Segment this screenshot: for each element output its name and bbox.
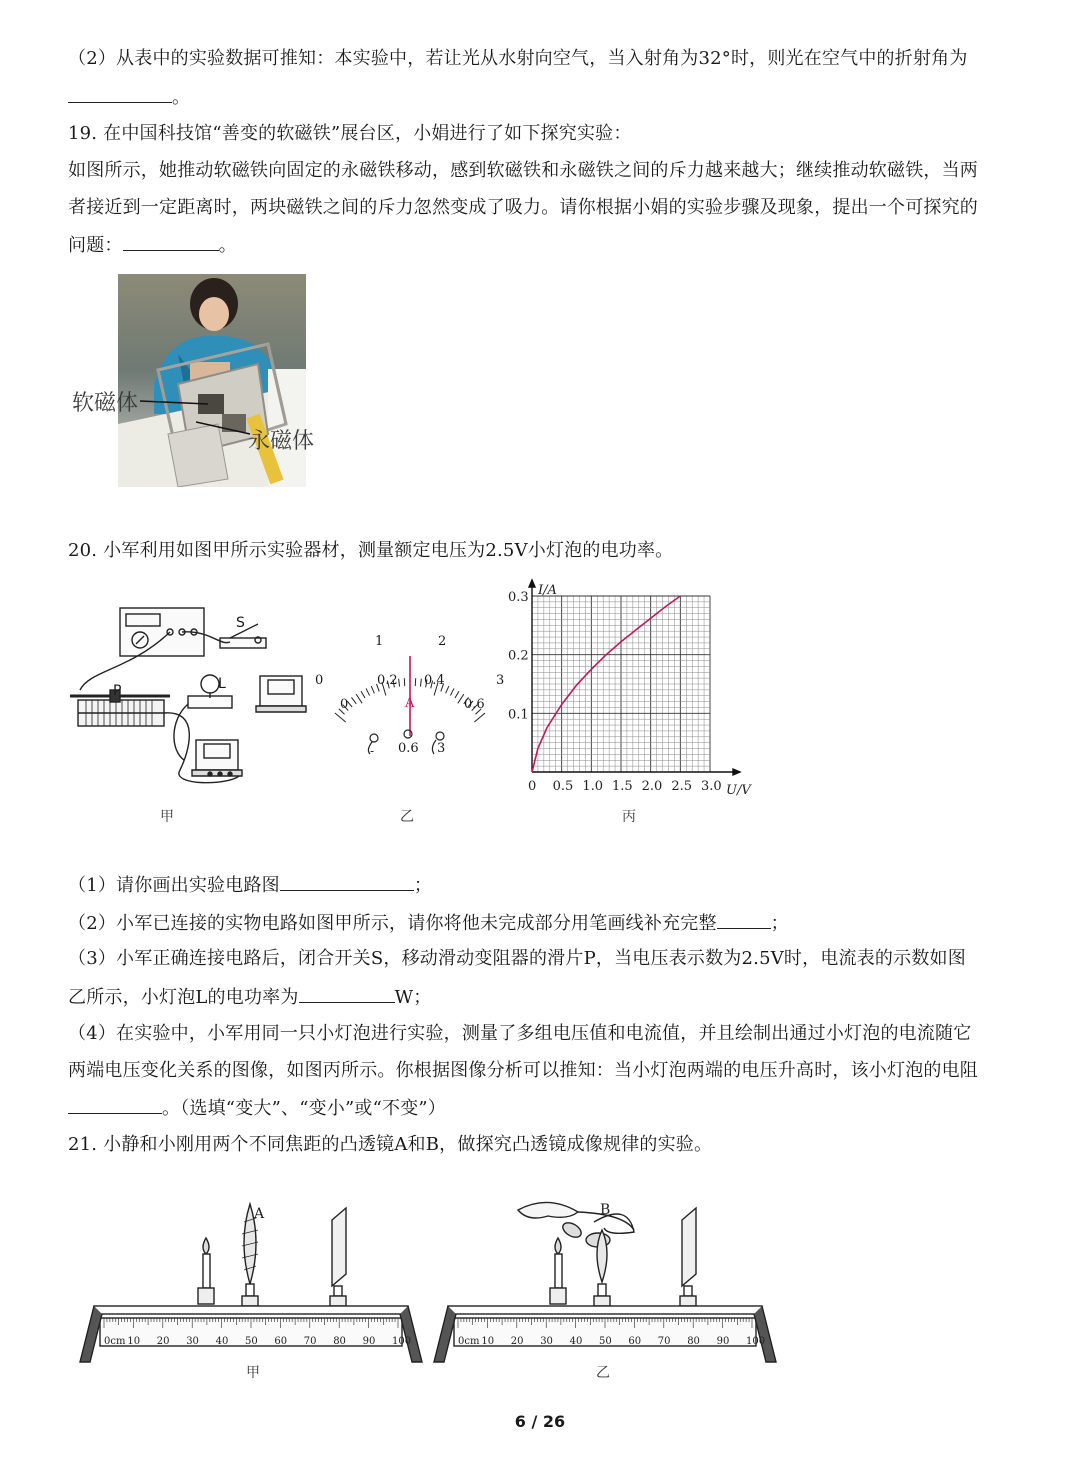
figure-bing-iu-chart <box>500 576 760 806</box>
ruler-label: 90 <box>716 1336 730 1347</box>
caption-q21-yi: 乙 <box>596 1365 610 1381</box>
dial-tick <box>458 694 464 703</box>
ruler-label: 90 <box>362 1336 376 1347</box>
candle <box>555 1254 562 1288</box>
label-s: S <box>236 615 245 631</box>
label-p: P <box>113 683 122 699</box>
lens-b-label: B <box>600 1202 611 1218</box>
x-tick-label: 1.0 <box>582 779 604 794</box>
label-l: L <box>218 676 226 692</box>
answer-blank[interactable] <box>123 232 219 251</box>
x-tick-label: 3.0 <box>701 779 722 794</box>
page-number: 6 / 26 <box>514 1412 566 1431</box>
lens-a-label: A <box>254 1206 265 1222</box>
q20-sub1 <box>68 872 432 899</box>
q21-title: 21. 小静和小刚用两个不同焦距的凸透镜A和B，做探究凸透镜成像规律的实验。 <box>68 1134 713 1155</box>
ruler-label: 10 <box>127 1336 141 1347</box>
ruler-label: 50 <box>599 1336 612 1347</box>
caption-yi: 乙 <box>400 809 414 825</box>
dial-inner-0.6: 0.6 <box>464 697 485 712</box>
caption-bing: 丙 <box>622 809 636 825</box>
hand <box>518 1202 578 1218</box>
label-soft-magnet: 软磁体 <box>72 391 139 416</box>
q19-line3-text: 问题： <box>68 235 123 256</box>
q20-sub3-end: W； <box>394 987 432 1008</box>
dial-tick <box>351 697 356 703</box>
ruler-label: 70 <box>657 1336 671 1347</box>
dial-tick <box>399 679 400 687</box>
ruler-label: 80 <box>687 1336 700 1347</box>
dial-tick <box>356 694 362 703</box>
dial-inner-0.2: 0.2 <box>377 673 398 688</box>
ruler-label: 20 <box>510 1336 524 1347</box>
q20-sub2 <box>68 910 789 937</box>
candle-flame <box>203 1238 209 1254</box>
q20-sub2-end: ； <box>770 913 789 934</box>
ruler-label: 100 <box>392 1336 412 1347</box>
ruler-label: 20 <box>156 1336 170 1347</box>
terminal-3: 3 <box>437 741 446 756</box>
dial-outer-1: 1 <box>375 634 384 649</box>
ruler-label: 50 <box>245 1336 258 1347</box>
ruler-label: 100 <box>746 1336 766 1347</box>
q20-sub3-text: 乙所示，小灯泡L的电功率为 <box>68 987 299 1008</box>
terminal-0.6: 0.6 <box>398 741 419 756</box>
terminal-minus: - <box>370 744 375 758</box>
ruler-label: 40 <box>215 1336 229 1347</box>
q20-sub3-line1: （3）小军正确连接电路后，闭合开关S，移动滑动变阻器的滑片P，当电压表示数为2.5V时，电流表的示数如图 <box>68 948 966 969</box>
dial-tick <box>455 691 459 698</box>
dial-tick <box>446 686 449 693</box>
q20-sub1-end: ； <box>413 875 433 896</box>
x-tick-label: 2.0 <box>641 779 663 794</box>
q18-end: 。 <box>172 87 191 108</box>
ruler-label: 60 <box>274 1336 288 1347</box>
caption-jia: 甲 <box>160 809 174 825</box>
candle-flame <box>555 1238 561 1254</box>
q19-line3 <box>68 232 237 259</box>
ruler-label: 80 <box>333 1336 346 1347</box>
dial-outer-2: 2 <box>438 634 447 649</box>
answer-blank[interactable] <box>717 910 771 929</box>
ruler-label: 30 <box>186 1336 199 1347</box>
lamp-bulb <box>201 675 219 693</box>
answer-blank[interactable] <box>280 872 414 891</box>
y-axis-arrow <box>529 580 535 587</box>
magnet-exhibit-photo <box>118 274 306 487</box>
ruler-label: 70 <box>303 1336 317 1347</box>
label-soft-pointer <box>140 396 210 408</box>
label-permanent-magnet: 永磁体 <box>248 429 315 454</box>
dial-outer-0: 0 <box>315 673 324 688</box>
label-perm-pointer <box>196 420 252 438</box>
light-screen <box>332 1208 346 1286</box>
optical-bench-jia <box>74 1192 424 1367</box>
dial-tick <box>450 688 454 695</box>
x-tick-label: 1.5 <box>612 779 633 794</box>
q20-sub1-text: （1）请你画出实验电路图 <box>68 875 280 896</box>
ruler-label: 0cm <box>458 1336 480 1347</box>
figure-jia-apparatus <box>70 600 310 790</box>
y-tick-label: 0.2 <box>508 648 529 664</box>
x-axis-arrow <box>733 769 740 775</box>
q18-line2 <box>68 84 190 111</box>
y-tick-label: 0.1 <box>508 707 529 723</box>
q20-sub4-end: 。（选填“变大”、“变小”或“不变”） <box>162 1098 447 1119</box>
dial-tick <box>371 686 374 693</box>
q20-title: 20. 小军利用如图甲所示实验器材，测量额定电压为2.5V小灯泡的电功率。 <box>68 540 674 561</box>
dial-tick <box>366 688 370 695</box>
chart-xlabel: U/V <box>726 783 751 798</box>
chart-ylabel: I/A <box>538 583 557 598</box>
x-tick-label: 2.5 <box>671 779 693 794</box>
x-tick-label: 0.5 <box>552 779 574 794</box>
q20-sub3-line2 <box>68 984 431 1011</box>
dial-tick <box>361 691 365 698</box>
dial-inner-0.4: 0.4 <box>424 673 445 688</box>
candle <box>203 1254 210 1288</box>
light-screen <box>682 1208 696 1286</box>
y-tick-label: 0.3 <box>508 590 529 605</box>
dial-outer-3: 3 <box>496 673 505 688</box>
ruler-label: 40 <box>569 1336 583 1347</box>
ruler-label: 0cm <box>104 1336 126 1347</box>
q19-end: 。 <box>218 235 237 256</box>
dial-tick <box>420 679 421 687</box>
q20-sub4-line1: （4）在实验中，小军用同一只小灯泡进行实验，测量了多组电压值和电流值，并且绘制出通过小灯泡的电流随它 <box>68 1023 972 1044</box>
q20-sub2-text: （2）小军已连接的实物电路如图甲所示，请你将他未完成部分用笔画线补充完整 <box>68 913 717 934</box>
answer-blank[interactable] <box>68 84 172 103</box>
optical-bench-yi <box>428 1192 778 1367</box>
dial-inner-0: 0 <box>340 697 349 712</box>
q18-line1: （2）从表中的实验数据可推知：本实验中，若让光从水射向空气，当入射角为32°时，则光在空气中的折射角为 <box>68 48 968 69</box>
dial-unit: A <box>405 696 415 711</box>
x-tick-label: 0 <box>528 779 537 794</box>
caption-q21-jia: 甲 <box>246 1365 260 1381</box>
ruler-label: 10 <box>481 1336 495 1347</box>
q19-title: 19. 在中国科技馆“善变的软磁铁”展台区，小娟进行了如下探究实验： <box>68 123 632 144</box>
q20-sub4-line3 <box>68 1095 446 1122</box>
answer-blank[interactable] <box>68 1095 162 1114</box>
extra-lens <box>560 1220 583 1240</box>
ruler-label: 30 <box>540 1336 553 1347</box>
q19-line1: 如图所示，她推动软磁铁向固定的永磁铁移动，感到软磁铁和永磁铁之间的斥力越来越大；继续推动软磁铁，当两 <box>68 160 978 181</box>
ruler-label: 60 <box>628 1336 642 1347</box>
q20-sub4-line2: 两端电压变化关系的图像，如图丙所示。你根据图像分析可以推知：当小灯泡两端的电压升高时，该小灯泡的电阻 <box>68 1060 978 1081</box>
q19-line2: 者接近到一定距离时，两块磁铁之间的斥力忽然变成了吸力。请你根据小娟的实验步骤及现象，提出一个可探究的 <box>68 197 978 218</box>
answer-blank[interactable] <box>299 984 395 1003</box>
lens-b <box>597 1230 607 1282</box>
